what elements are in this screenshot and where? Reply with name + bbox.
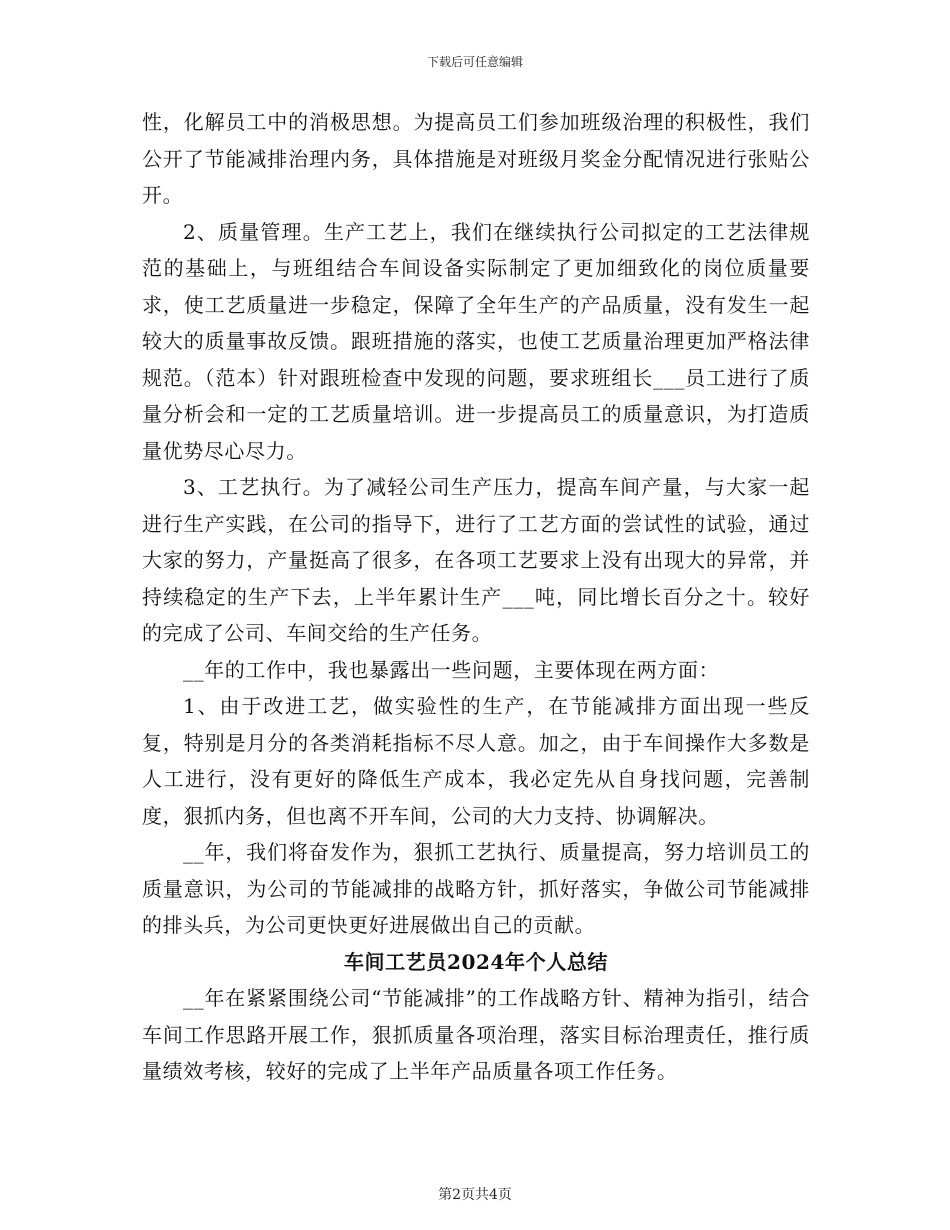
page-footer: 第2页共4页 [438, 1187, 512, 1203]
paragraph-continuation: 性，化解员工中的消极思想。为提高员工们参加班级治理的积极性，我们公开了节能减排治理内务，具体措施是对班级月奖金分配情况进行张贴公开。 [142, 110, 810, 207]
document-body [142, 104, 810, 1090]
paragraph-outlook: __年，我们将奋发作为，狠抓工艺执行、质量提高，努力培训员工的质量意识，为公司的节能减排的战略方针，抓好落实，争做公司节能减排的排头兵，为公司更快更好进展做出自己的贡献。 [142, 840, 810, 937]
paragraph-problem-1: 1、由于改进工艺，做实验性的生产，在节能减排方面出现一些反复，特别是月分的各类消耗指标不尽人意。加之，由于车间操作大多数是人工进行，没有更好的降低生产成本，我必定先从自身找问题，完善制度，狠抓内务，但也离不开车间，公司的大力支持、协调解决。 [142, 694, 810, 828]
section-title: 车间工艺员2024年个人总结 [343, 949, 609, 974]
paragraph-process-execution: 3、工艺执行。为了减轻公司生产压力，提高车间产量，与大家一起进行生产实践，在公司的指导下，进行了工艺方面的尝试性的试验，通过大家的努力，产量挺高了很多，在各项工艺要求上没有出现大的异常，并持续稳定的生产下去，上半年累计生产___吨，同比增长百分之十。较好的完成了公司、车间交给的生产任务。 [142, 475, 810, 645]
paragraph-quality-management: 2、质量管理。生产工艺上，我们在继续执行公司拟定的工艺法律规范的基础上，与班组结合车间设备实际制定了更加细致化的岗位质量要求，使工艺质量进一步稳定，保障了全年生产的产品质量，没有发生一起较大的质量事故反馈。跟班措施的落实，也使工艺质量治理更加严格法律规范。（范本）针对跟班检查中发现的问题，要求班组长___员工进行了质量分析会和一定的工艺质量培训。进一步提高员工的质量意识，为打造质量优势尽心尽力。 [142, 219, 810, 463]
paragraph-section-intro: __年在紧紧围绕公司“节能减排”的工作战略方针、精神为指引，结合车间工作思路开展工作，狠抓质量各项治理，落实目标治理责任，推行质量绩效考核，较好的完成了上半年产品质量各项工作任务。 [142, 986, 810, 1083]
paragraph-problems-intro: __年的工作中，我也暴露出一些问题，主要体现在两方面： [183, 657, 720, 682]
page-header: 下载后可任意编辑 [426, 55, 523, 69]
